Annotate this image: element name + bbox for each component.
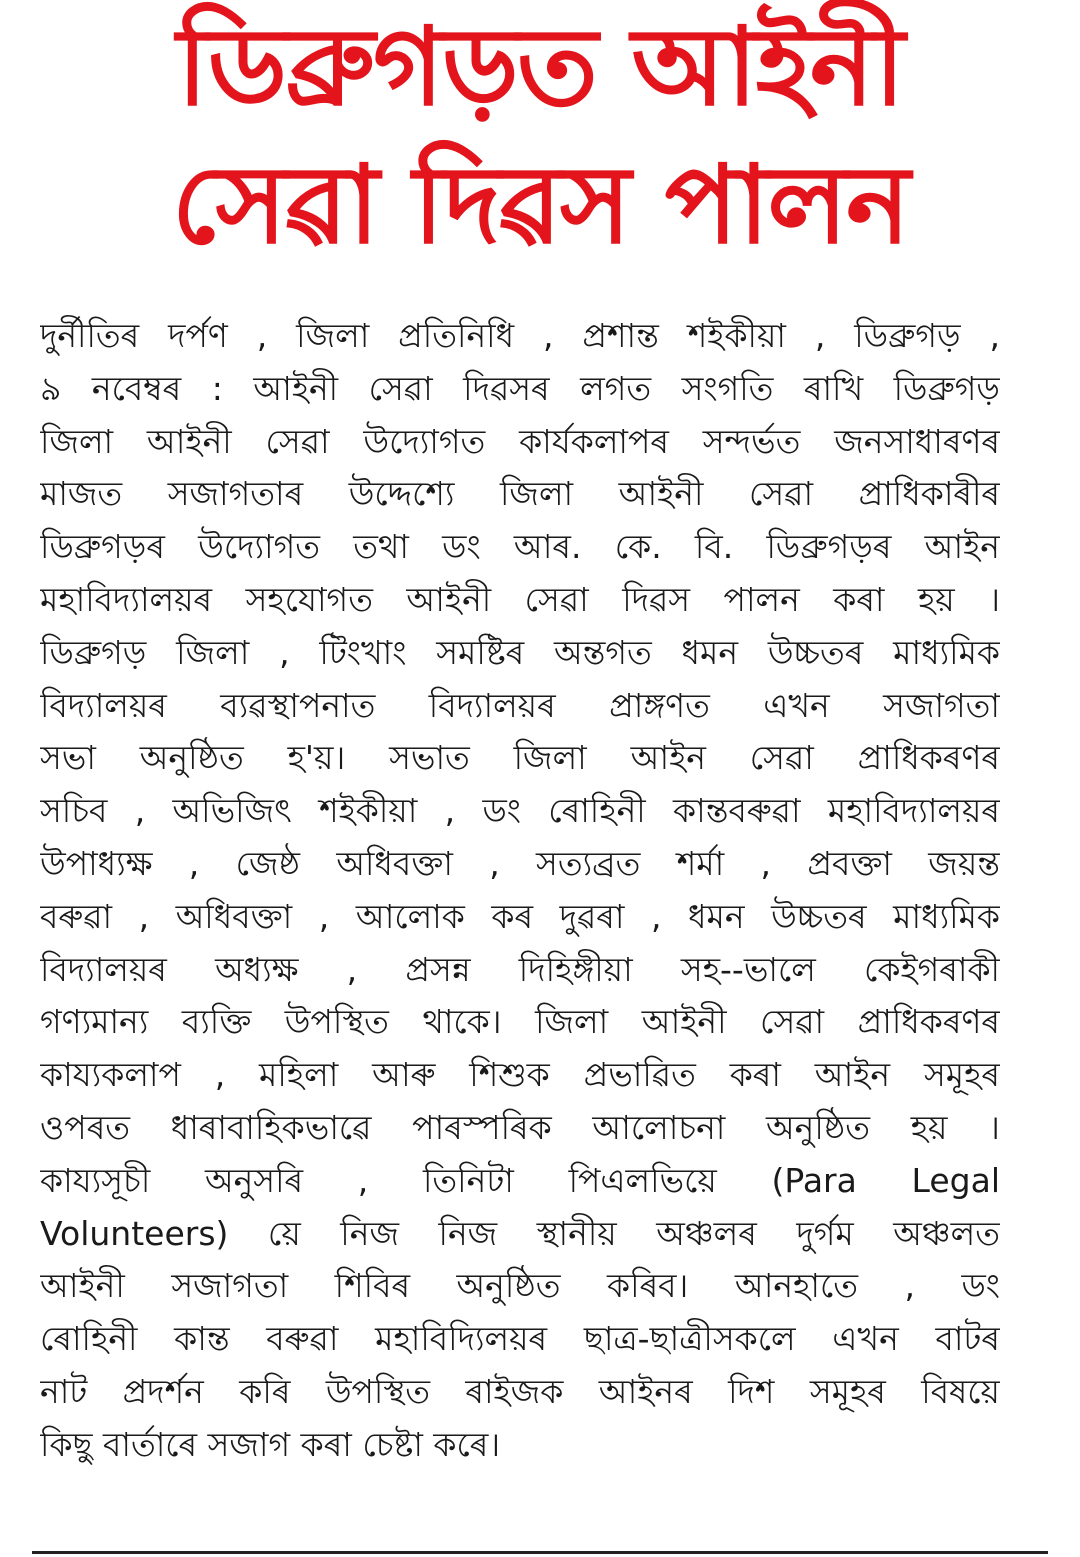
body-line: বিদ্যালয়ৰ অধ্যক্ষ , প্ৰসন্ন দিহিঙ্গীয়া সহ--ভালে কেইগৰাকী <box>40 949 1000 989</box>
article-body <box>40 310 1000 1472</box>
body-line: কিছু বাৰ্তাৰে সজাগ কৰা চেষ্টা কৰে। <box>40 1424 501 1464</box>
body-line: নাট প্ৰদৰ্শন কৰি উপস্থিত ৰাইজক আইনৰ দিশ সমূহৰ বিষয়ে <box>40 1371 1000 1411</box>
body-line: সচিব , অভিজিৎ শইকীয়া , ডং ৰোহিনী কান্তবৰুৱা মহাবিদ্যালয়ৰ <box>40 791 1000 831</box>
body-line: বিদ্যালয়ৰ ব্যৱস্থাপনাত বিদ্যালয়ৰ প্ৰাঙ্গণত এখন সজাগতা <box>40 685 1000 725</box>
body-line: দুৰ্নীতিৰ দৰ্পণ , জিলা প্ৰতিনিধি , প্ৰশান্ত শইকীয়া , ডিব্ৰুগড় , <box>40 316 1000 355</box>
body-line: Volunteers) য়ে নিজ নিজ স্থানীয় অঞ্চলৰ দুৰ্গম অঞ্চলত <box>40 1213 1000 1253</box>
body-line: ৯ নবেম্বৰ : আইনী সেৱা দিৱসৰ লগত সংগতি ৰাখি ডিব্ৰুগড় <box>40 368 1000 408</box>
headline-line-1: ডিব্ৰুগড়ত আইনী <box>176 5 904 130</box>
body-line: গণ্যমান্য ব্যক্তি উপস্থিত থাকে। জিলা আইনী সেৱা প্ৰাধিকৰণৰ <box>40 1002 1000 1042</box>
body-line: জিলা আইনী সেৱা উদ্যোগত কাৰ্যকলাপৰ সন্দৰ্ভত জনসাধাৰণৰ <box>40 421 1000 461</box>
body-line: সভা অনুষ্ঠিত হ'য়। সভাত জিলা আইন সেৱা প্ৰাধিকৰণৰ <box>40 738 1000 778</box>
body-line: ৰোহিনী কান্ত বৰুৱা মহাবিদ্যিলয়ৰ ছাত্ৰ-ছাত্ৰীসকলে এখন বাটৰ <box>40 1319 1000 1359</box>
body-line: মহাবিদ্যালয়ৰ সহযোগত আইনী সেৱা দিৱস পালন কৰা হয় । <box>40 579 1000 619</box>
bottom-divider <box>32 1551 1048 1554</box>
body-line: ওপৰত ধাৰাবাহিকভাৱে পাৰস্পৰিক আলোচনা অনুষ্ঠিত হয় । <box>40 1107 1000 1147</box>
body-line: কায্যসূচী অনুসৰি , তিনিটা পিএলভিয়ে (Para Legal <box>40 1160 1000 1200</box>
body-line: ডিব্ৰুগড় জিলা , টিংখাং সমষ্টিৰ অন্তগত ধমন উচ্চতৰ মাধ্যমিক <box>40 632 1000 672</box>
body-line: কায্যকলাপ , মহিলা আৰু শিশুক প্ৰভাৱিত কৰা আইন সমূহৰ <box>40 1055 1000 1095</box>
body-line: মাজত সজাগতাৰ উদ্দেশ্যে জিলা আইনী সেৱা প্ৰাধিকাৰীৰ <box>40 474 1000 514</box>
body-line: বৰুৱা , অধিবক্তা , আলোক কৰ দুৱৰা , ধমন উচ্চতৰ মাধ্যমিক <box>40 896 1000 936</box>
body-line: আইনী সজাগতা শিবিৰ অনুষ্ঠিত কৰিব। আনহাতে , ডং <box>40 1266 1000 1306</box>
body-line: ডিব্ৰুগড়ৰ উদ্যোগত তথা ডং আৰ. কে. বি. ডিব্ৰুগড়ৰ আইন <box>40 527 1000 567</box>
body-line: উপাধ্যক্ষ , জেষ্ঠ অধিবক্তা , সত্যব্ৰত শৰ্মা , প্ৰবক্তা জয়ন্ত <box>40 843 1000 883</box>
headline-line-2: সেৱা দিৱস পালন <box>171 143 909 268</box>
